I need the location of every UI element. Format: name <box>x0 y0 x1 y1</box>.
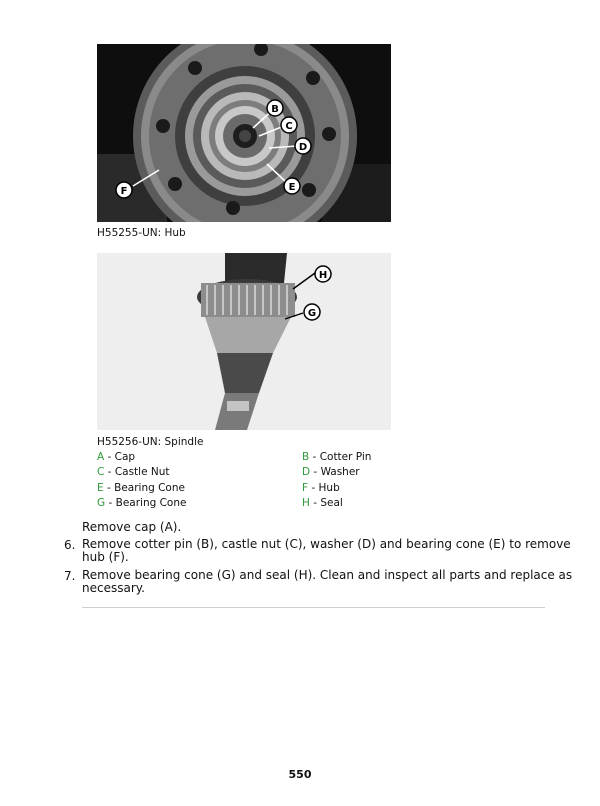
hub-illustration <box>97 44 391 222</box>
section-divider <box>82 607 545 608</box>
svg-text:D: D <box>298 142 308 153</box>
callout-b <box>267 100 283 116</box>
legend-item-g: G - Bearing Cone <box>97 497 187 509</box>
hub-photo <box>97 44 391 222</box>
callout-h <box>315 266 331 282</box>
legend-item-d: D - Washer <box>302 466 360 478</box>
step-number: 6. <box>64 538 76 552</box>
step-number: 7. <box>64 569 76 583</box>
svg-text:C: C <box>285 121 293 132</box>
spindle-figure-caption: H55256-UN: Spindle <box>97 436 204 448</box>
callout-e <box>284 178 300 194</box>
callout-f <box>116 182 132 198</box>
step-text-line: hub (F). <box>82 550 129 564</box>
step-remove-cap: Remove cap (A). <box>82 520 182 534</box>
spindle-illustration <box>97 253 391 430</box>
spindle-photo <box>97 253 391 430</box>
step-text-line: Remove bearing cone (G) and seal (H). Clean and inspect all parts and replace as <box>82 568 573 582</box>
callout-d <box>295 138 311 154</box>
step-text-line: Remove cotter pin (B), castle nut (C), washer (D) and bearing cone (E) to remove <box>82 537 571 551</box>
legend-item-f: F - Hub <box>302 482 340 494</box>
svg-text:G: G <box>307 308 317 319</box>
page-number: 550 <box>288 768 312 781</box>
svg-text:F: F <box>120 186 128 197</box>
legend-item-b: B - Cotter Pin <box>302 451 372 463</box>
svg-text:B: B <box>271 104 279 115</box>
svg-text:H: H <box>318 270 328 281</box>
hub-figure-caption: H55255-UN: Hub <box>97 227 186 239</box>
legend-item-a: A - Cap <box>97 451 136 463</box>
svg-text:E: E <box>288 182 296 193</box>
callout-g <box>304 304 320 320</box>
legend-item-h: H - Seal <box>302 497 343 509</box>
legend-item-c: C - Castle Nut <box>97 466 170 478</box>
callout-c <box>281 117 297 133</box>
legend-item-e: E - Bearing Cone <box>97 482 185 494</box>
step-text-line: necessary. <box>82 581 145 595</box>
